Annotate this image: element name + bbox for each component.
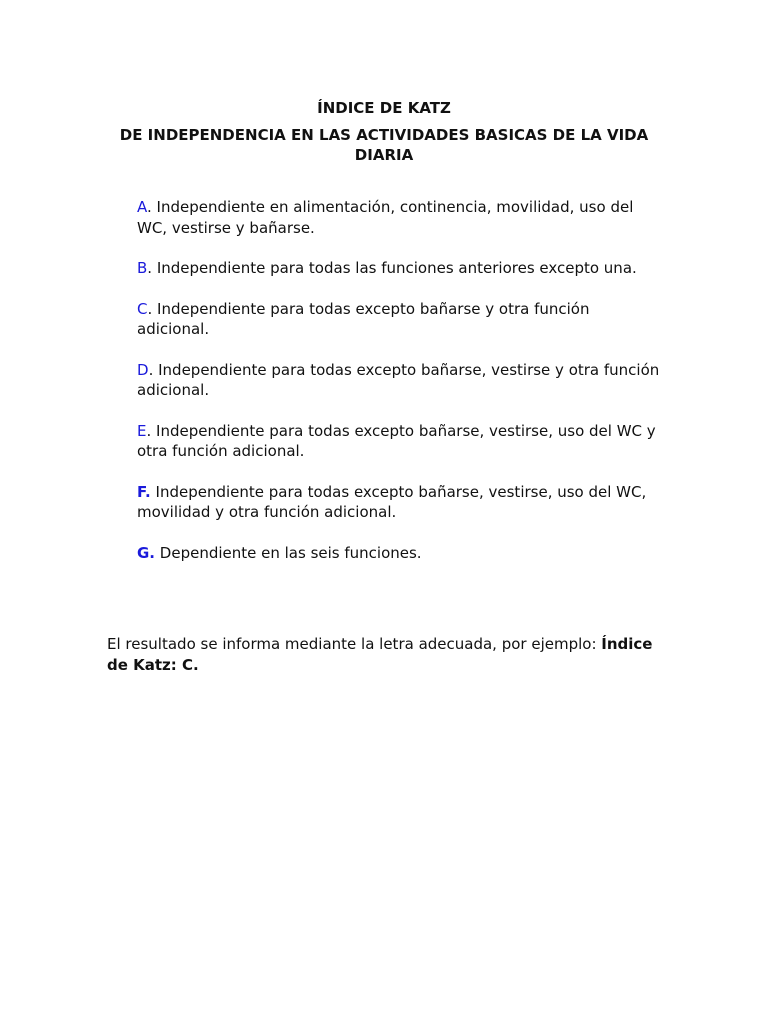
level-letter: E xyxy=(137,421,147,440)
katz-level-g xyxy=(137,543,665,564)
level-letter: C xyxy=(137,299,148,318)
result-example: Índice de Katz: C. xyxy=(107,635,653,674)
result-note xyxy=(107,634,667,675)
level-punct: . xyxy=(146,421,152,440)
level-letter: B xyxy=(137,259,148,277)
level-description: Independiente para todas excepto bañarse, vestirse, uso del WC, movilidad y otra función adicional. xyxy=(137,482,647,521)
katz-level-a xyxy=(137,197,665,238)
level-description: Independiente en alimentación, continencia, movilidad, uso del WC, vestirse y bañarse. xyxy=(137,198,634,237)
katz-levels-list xyxy=(137,197,665,583)
katz-level-b xyxy=(137,258,665,279)
level-punct: . xyxy=(147,259,153,277)
level-punct: . xyxy=(147,299,153,318)
level-punct: . xyxy=(147,198,152,216)
level-description: Independiente para todas las funciones anteriores excepto una. xyxy=(152,259,637,277)
result-text: El resultado se informa mediante la letra adecuada, por ejemplo: xyxy=(107,635,602,653)
level-letter: F. xyxy=(137,482,151,501)
document-subtitle: DE INDEPENDENCIA EN LAS ACTIVIDADES BASICAS DE LA VIDA DIARIA xyxy=(119,126,649,164)
level-description: Dependiente en las seis funciones. xyxy=(155,543,422,562)
katz-level-e xyxy=(137,421,665,462)
level-letter: D xyxy=(137,360,149,379)
level-letter: A xyxy=(137,198,147,216)
level-description: Independiente para todas excepto bañarse y otra función adicional. xyxy=(137,299,590,338)
level-description: Independiente para todas excepto bañarse, vestirse y otra función adicional. xyxy=(137,360,660,399)
katz-level-f xyxy=(137,482,665,523)
document-title: ÍNDICE DE KATZ xyxy=(317,99,451,117)
katz-level-d xyxy=(137,360,665,401)
level-punct: . xyxy=(148,360,154,379)
katz-level-c xyxy=(137,299,665,340)
level-description: Independiente para todas excepto bañarse, vestirse, uso del WC y otra función adicional. xyxy=(137,421,656,460)
level-letter: G. xyxy=(137,543,156,562)
